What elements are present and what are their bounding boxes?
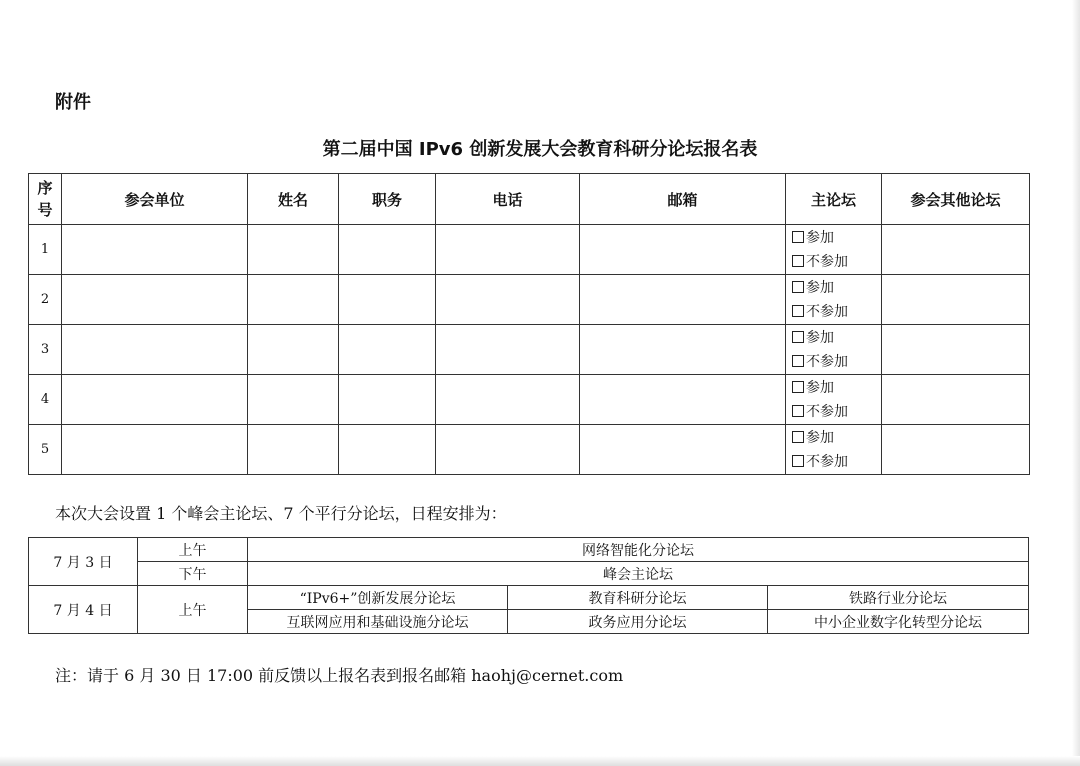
other-forums-cell[interactable]: [882, 325, 1030, 375]
unit-cell[interactable]: [62, 375, 248, 425]
email-cell[interactable]: [580, 275, 786, 325]
schedule-row: [29, 586, 1029, 610]
title-cell[interactable]: [339, 225, 436, 275]
schedule-forum: 峰会主论坛: [248, 562, 1029, 586]
col-header-email: 邮箱: [580, 174, 786, 225]
other-forums-cell[interactable]: [882, 375, 1030, 425]
col-header-unit: 参会单位: [62, 174, 248, 225]
title-cell[interactable]: [339, 325, 436, 375]
checkbox-icon[interactable]: [792, 381, 804, 393]
main-forum-options: [786, 275, 882, 325]
form-title: 第二届中国 IPv6 创新发展大会教育科研分论坛报名表: [322, 139, 758, 160]
unit-cell[interactable]: [62, 325, 248, 375]
email-cell[interactable]: [580, 225, 786, 275]
schedule-slot-am: 上午: [138, 586, 248, 634]
email-cell[interactable]: [580, 425, 786, 475]
table-row: [29, 425, 1030, 475]
checkbox-icon[interactable]: [792, 455, 804, 467]
row-number: 2: [29, 275, 62, 325]
attend-checkbox[interactable]: 参加: [792, 376, 881, 400]
col-header-title: 职务: [339, 174, 436, 225]
name-cell[interactable]: [248, 375, 339, 425]
phone-cell[interactable]: [436, 425, 580, 475]
not-attend-checkbox[interactable]: 不参加: [792, 250, 881, 274]
registration-table: [28, 173, 1030, 475]
schedule-forum: “IPv6+”创新发展分论坛: [248, 586, 508, 610]
other-forums-cell[interactable]: [882, 275, 1030, 325]
unit-cell[interactable]: [62, 275, 248, 325]
schedule-slot-pm: 下午: [138, 562, 248, 586]
email-cell[interactable]: [580, 375, 786, 425]
page-edge-shadow: [1072, 0, 1080, 766]
checkbox-icon[interactable]: [792, 231, 804, 243]
schedule-slot-am: 上午: [138, 538, 248, 562]
schedule-date-jul4: 7 月 4 日: [29, 586, 138, 634]
schedule-row: [29, 562, 1029, 586]
not-attend-checkbox[interactable]: 不参加: [792, 400, 881, 424]
main-forum-options: [786, 325, 882, 375]
col-header-name: 姓名: [248, 174, 339, 225]
attend-checkbox[interactable]: 参加: [792, 276, 881, 300]
schedule-date-jul3: 7 月 3 日: [29, 538, 138, 586]
name-cell[interactable]: [248, 425, 339, 475]
attend-checkbox[interactable]: 参加: [792, 226, 881, 250]
deadline-note: 注：请于 6 月 30 日 17:00 前反馈以上报名表到报名邮箱 haohj@cernet.com: [55, 666, 624, 685]
phone-cell[interactable]: [436, 325, 580, 375]
main-forum-options: [786, 375, 882, 425]
schedule-forum: 政务应用分论坛: [508, 610, 768, 634]
email-cell[interactable]: [580, 325, 786, 375]
attend-checkbox[interactable]: 参加: [792, 326, 881, 350]
unit-cell[interactable]: [62, 225, 248, 275]
other-forums-cell[interactable]: [882, 225, 1030, 275]
not-attend-checkbox[interactable]: 不参加: [792, 300, 881, 324]
checkbox-icon[interactable]: [792, 405, 804, 417]
checkbox-icon[interactable]: [792, 255, 804, 267]
checkbox-icon[interactable]: [792, 305, 804, 317]
schedule-forum: 铁路行业分论坛: [768, 586, 1029, 610]
not-attend-checkbox[interactable]: 不参加: [792, 350, 881, 374]
schedule-intro: 本次大会设置 1 个峰会主论坛、7 个平行分论坛，日程安排为：: [55, 504, 507, 523]
row-number: 4: [29, 375, 62, 425]
schedule-forum: 网络智能化分论坛: [248, 538, 1029, 562]
registration-header-row: [29, 174, 1030, 225]
main-forum-options: [786, 225, 882, 275]
col-header-phone: 电话: [436, 174, 580, 225]
name-cell[interactable]: [248, 225, 339, 275]
schedule-forum: 教育科研分论坛: [508, 586, 768, 610]
page-edge-shadow: [0, 756, 1080, 766]
table-row: [29, 225, 1030, 275]
phone-cell[interactable]: [436, 375, 580, 425]
schedule-forum: 互联网应用和基础设施分论坛: [248, 610, 508, 634]
title-cell[interactable]: [339, 375, 436, 425]
attachment-label: 附件: [55, 92, 91, 113]
col-header-other-forums: 参会其他论坛: [882, 174, 1030, 225]
attend-checkbox[interactable]: 参加: [792, 426, 881, 450]
checkbox-icon[interactable]: [792, 281, 804, 293]
checkbox-icon[interactable]: [792, 331, 804, 343]
row-number: 5: [29, 425, 62, 475]
phone-cell[interactable]: [436, 225, 580, 275]
unit-cell[interactable]: [62, 425, 248, 475]
table-row: [29, 325, 1030, 375]
table-row: [29, 275, 1030, 325]
schedule-forum: 中小企业数字化转型分论坛: [768, 610, 1029, 634]
other-forums-cell[interactable]: [882, 425, 1030, 475]
row-number: 3: [29, 325, 62, 375]
col-header-main-forum: 主论坛: [786, 174, 882, 225]
table-row: [29, 375, 1030, 425]
checkbox-icon[interactable]: [792, 431, 804, 443]
not-attend-checkbox[interactable]: 不参加: [792, 450, 881, 474]
checkbox-icon[interactable]: [792, 355, 804, 367]
main-forum-options: [786, 425, 882, 475]
schedule-table: [28, 537, 1029, 634]
row-number: 1: [29, 225, 62, 275]
name-cell[interactable]: [248, 325, 339, 375]
schedule-row: [29, 538, 1029, 562]
name-cell[interactable]: [248, 275, 339, 325]
phone-cell[interactable]: [436, 275, 580, 325]
title-cell[interactable]: [339, 425, 436, 475]
col-header-seq: 序 号: [29, 174, 62, 225]
title-cell[interactable]: [339, 275, 436, 325]
